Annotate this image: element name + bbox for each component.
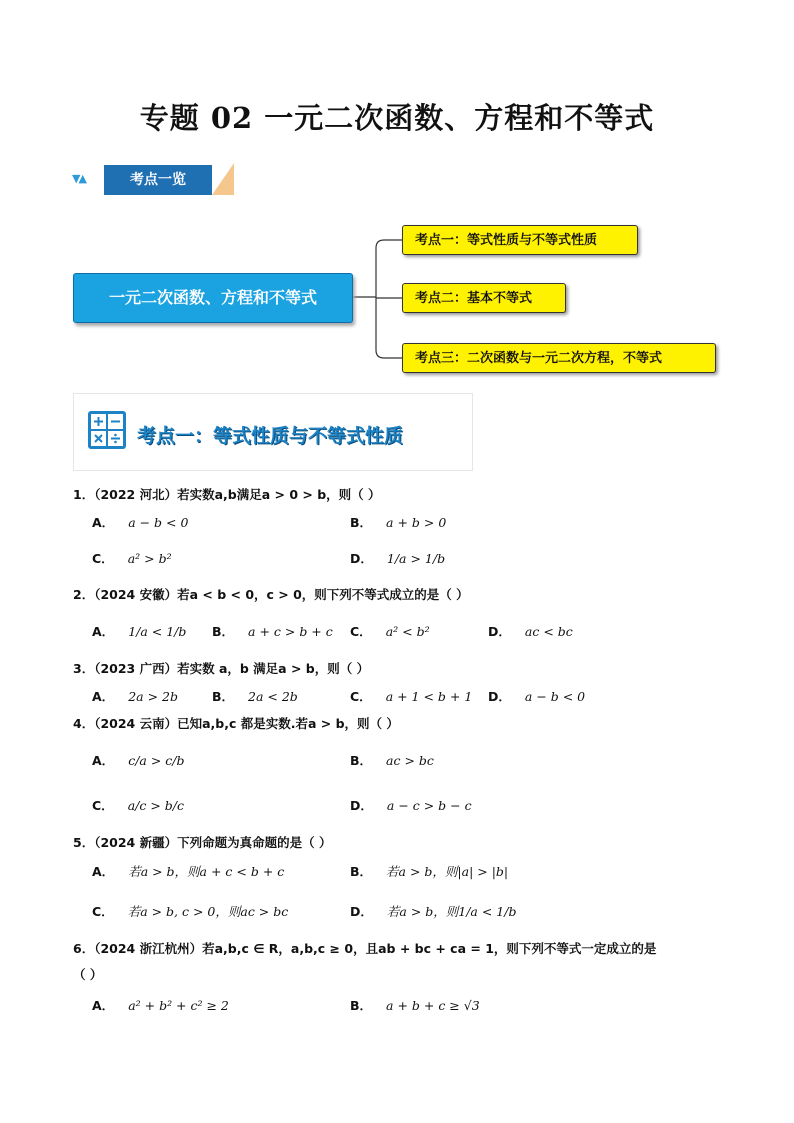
mindmap-connectors — [0, 0, 794, 400]
mindmap-branch-2: 考点二：基本不等式 — [402, 283, 566, 313]
question-6-option-a[interactable]: A． a² + b² + c² ≥ 2 — [92, 998, 229, 1013]
question-1-option-c[interactable]: C． a² > b² — [92, 551, 172, 566]
question-1-stem: 1．（2022 河北）若实数a,b满足a > 0 > b，则（ ） — [73, 487, 381, 502]
calculator-icon — [87, 410, 127, 450]
page-title: 专题 02 一元二次函数、方程和不等式 — [139, 101, 655, 135]
section-banner: 考点一览 — [104, 165, 218, 195]
question-3-option-a[interactable]: A． 2a > 2b — [92, 689, 178, 704]
question-5-option-b[interactable]: B． 若a > b，则|a| > |b| — [350, 864, 509, 879]
question-3-stem: 3．（2023 广西）若实数 a，b 满足a > b，则（ ） — [73, 661, 370, 676]
question-6-stem: 6．（2024 浙江杭州）若a,b,c ∈ R，a,b,c ≥ 0，且ab + bc + ca = 1，则下列不等式一定成立的是 — [73, 941, 657, 956]
question-4-option-c[interactable]: C． a/c > b/c — [92, 798, 184, 813]
question-1-option-b[interactable]: B． a + b > 0 — [350, 515, 447, 530]
question-2-stem: 2．（2024 安徽）若a < b < 0，c > 0，则下列不等式成立的是（ ） — [73, 587, 469, 602]
question-2-option-a[interactable]: A． 1/a < 1/b — [92, 624, 187, 639]
question-5-option-a[interactable]: A． 若a > b，则a + c < b + c — [92, 864, 285, 879]
question-5-stem: 5．（2024 新疆）下列命题为真命题的是（ ） — [73, 835, 332, 850]
question-6-option-b[interactable]: B． a + b + c ≥ √3 — [350, 998, 480, 1013]
question-6-stem-bracket: （ ） — [73, 967, 103, 982]
question-2-option-b[interactable]: B． a + c > b + c — [212, 624, 333, 639]
question-4-stem: 4．（2024 云南）已知a,b,c 都是实数.若a > b，则（ ） — [73, 716, 399, 731]
question-2-option-c[interactable]: C． a² < b² — [350, 624, 430, 639]
question-3-option-c[interactable]: C． a + 1 < b + 1 — [350, 689, 473, 704]
question-2-option-d[interactable]: D． ac < bc — [488, 624, 573, 639]
question-4-option-a[interactable]: A． c/a > c/b — [92, 753, 185, 768]
question-4-option-d[interactable]: D． a − c > b − c — [350, 798, 472, 813]
mindmap-root: 一元二次函数、方程和不等式 — [73, 273, 353, 323]
question-3-option-d[interactable]: D． a − b < 0 — [488, 689, 586, 704]
mindmap-branch-1: 考点一：等式性质与不等式性质 — [402, 225, 638, 255]
question-1-option-a[interactable]: A． a − b < 0 — [92, 515, 189, 530]
question-5-option-c[interactable]: C． 若a > b, c > 0，则ac > bc — [92, 904, 289, 919]
section-title: 考点一：等式性质与不等式性质 — [137, 425, 404, 447]
question-1-option-d[interactable]: D． 1/a > 1/b — [350, 551, 446, 566]
question-5-option-d[interactable]: D． 若a > b，则1/a < 1/b — [350, 904, 517, 919]
question-3-option-b[interactable]: B． 2a < 2b — [212, 689, 298, 704]
mindmap-branch-3: 考点三：二次函数与一元二次方程，不等式 — [402, 343, 716, 373]
question-4-option-b[interactable]: B． ac > bc — [350, 753, 434, 768]
triangle-decor-icon: ▼▲ — [72, 172, 85, 185]
